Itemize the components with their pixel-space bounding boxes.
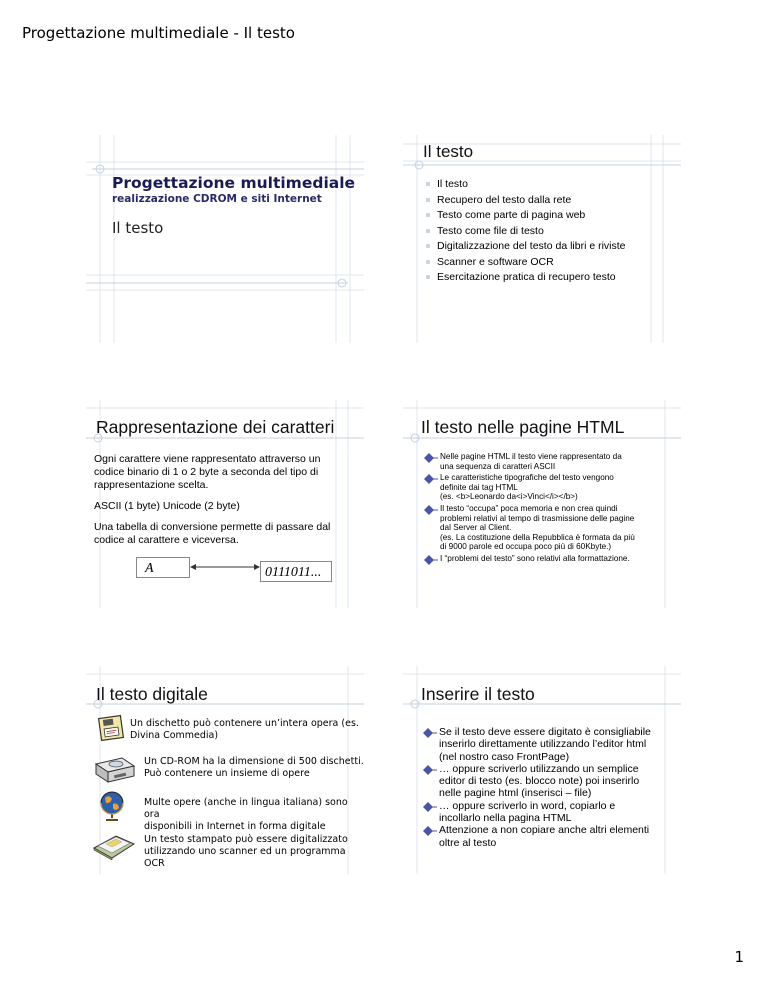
list-item-line: Nelle pagine HTML il testo viene rappresentato da: [440, 452, 622, 461]
slide-title: Il testo digitale: [96, 684, 208, 704]
list-item: [440, 554, 676, 564]
presentation-subtitle: realizzazione CDROM e siti Internet: [112, 193, 322, 205]
diamond-bullet-icon: [424, 453, 438, 463]
list-item-line: … oppure scriverlo in word, copiarlo e: [439, 799, 616, 812]
list-item-line: editor di testo (es. blocco note) poi inserirlo: [439, 775, 640, 788]
bullet-icon: [426, 260, 430, 264]
item-line: disponibili in Internet in forma digitale: [144, 821, 326, 832]
bullet-icon: [426, 244, 430, 248]
paragraph-encoding: Ogni carattere viene rappresentato attraverso un codice binario di 1 o 2 byte a seconda del tipo di rappresentazione scelta.: [94, 453, 321, 491]
bullet-icon: [426, 275, 430, 279]
slide-grid-decoration: [86, 135, 364, 343]
item-line: Divina Commedia): [130, 730, 219, 741]
list-item-line: dal Server al Client.: [440, 523, 512, 533]
list-item-text: Scanner e software OCR: [437, 255, 554, 268]
list-item: [440, 504, 676, 552]
item-cdrom-text: [144, 756, 364, 780]
list-item-line: nelle pagine html (inserisci – file): [439, 787, 592, 800]
list-item: [437, 224, 626, 240]
list-item: [439, 824, 677, 849]
agenda-list: [437, 177, 626, 286]
item-internet-text: [144, 797, 364, 833]
list-item-line: oltre al testo: [439, 836, 497, 849]
slide-agenda: [403, 135, 681, 343]
item-line: Un CD-ROM ha la dimensione di 500 dischetti.: [144, 756, 364, 767]
item-line: Multe opere (anche in lingua italiana) sono ora: [144, 797, 348, 820]
item-floppy-text: [130, 718, 359, 742]
presentation-topic: Il testo: [112, 219, 164, 237]
list-item-line: problemi relativi al tempo di trasmissione delle pagine: [440, 513, 635, 523]
list-item-line: Attenzione a non copiare anche altri elementi: [439, 824, 650, 837]
diamond-bullet-icon: [423, 802, 437, 812]
character-box: A: [136, 557, 190, 578]
list-item: [440, 473, 676, 502]
list-item-line: … oppure scriverlo utilizzando un semplice: [439, 762, 639, 775]
diamond-bullet-icon: [423, 765, 437, 775]
cd-rom-drive-icon: [92, 754, 136, 784]
list-item-text: Esercitazione pratica di recupero testo: [437, 271, 616, 283]
list-item-line: Se il testo deve essere digitato è consigliabile: [439, 726, 651, 738]
list-item: [437, 177, 626, 193]
bullet-list: [440, 452, 676, 564]
bullet-icon: [426, 198, 430, 202]
list-item: [439, 763, 677, 800]
bullet-icon: [426, 182, 430, 186]
slide-body: [94, 453, 350, 547]
list-item: [437, 239, 626, 255]
list-item-line: definite dai tag HTML: [440, 482, 518, 492]
diamond-bullet-icon: [423, 728, 437, 738]
slide-insert-text: [403, 666, 681, 874]
list-item: [439, 726, 677, 763]
diamond-bullet-icon: [424, 474, 438, 484]
slide-html-text: [403, 400, 681, 608]
scanner-icon: [92, 830, 136, 860]
list-item-line: una sequenza di caratteri ASCII: [440, 461, 556, 471]
item-line: utilizzando uno scanner ed un programma: [144, 846, 346, 857]
page-header: Progettazione multimediale - Il testo: [22, 24, 295, 42]
diamond-bullet-icon: [424, 555, 438, 565]
presentation-title: Progettazione multimediale: [112, 174, 356, 192]
item-line: OCR: [144, 858, 165, 869]
diamond-bullet-icon: [423, 826, 437, 836]
list-item: [437, 270, 626, 286]
item-line: Può contenere un insieme di opere: [144, 768, 310, 779]
slide-title: [86, 135, 364, 343]
list-item-line: (nel nostro caso FrontPage): [439, 750, 570, 763]
bullet-icon: [426, 213, 430, 217]
list-item-line: inserirlo direttamente utilizzando l’editor html: [439, 738, 647, 751]
list-item: [437, 208, 626, 224]
slide-character-representation: [86, 400, 364, 608]
list-item: [439, 800, 677, 825]
binary-code-box: 0111011...: [260, 561, 332, 582]
list-item-line: Il testo “occupa” poca memoria e non crea quindi: [440, 503, 618, 513]
list-item-text: Digitalizzazione del testo da libri e riviste: [437, 240, 626, 252]
double-arrow-icon: [190, 560, 260, 574]
list-item-line: di 9000 parole ed occupa poco più di 60Kbyte.): [440, 542, 612, 552]
floppy-disk-icon: [98, 714, 126, 742]
globe-icon: [98, 790, 126, 822]
paragraph-encodings: ASCII (1 byte) Unicode (2 byte): [94, 500, 240, 512]
diamond-bullet-icon: [424, 505, 438, 515]
bullet-list: [439, 726, 677, 849]
bullet-icon: [426, 229, 430, 233]
list-item-text: Recupero del testo dalla rete: [437, 193, 572, 206]
list-item: [437, 255, 626, 271]
paragraph-conversion: Una tabella di conversione permette di passare dal codice al carattere e viceversa.: [94, 521, 331, 546]
slide-title: Il testo: [423, 142, 474, 161]
item-scanner-text: [144, 834, 348, 870]
list-item-line: I “problemi del testo” sono relativi alla formattazione.: [440, 553, 630, 563]
slide-title: Il testo nelle pagine HTML: [421, 417, 625, 437]
slide-digital-text: [86, 666, 364, 874]
list-item: [437, 193, 626, 209]
list-item-line: incollarlo nella pagina HTML: [439, 812, 572, 825]
list-item-text: Testo come file di testo: [437, 224, 544, 237]
item-line: Un dischetto può contenere un’intera opera (es.: [130, 718, 359, 729]
slide-title: Inserire il testo: [421, 684, 535, 704]
slide-title: Rappresentazione dei caratteri: [96, 417, 335, 437]
page-number: 1: [734, 948, 744, 966]
list-item-text: Testo come parte di pagina web: [437, 209, 586, 221]
list-item: [440, 452, 676, 471]
item-line: Un testo stampato può essere digitalizzato: [144, 834, 348, 845]
list-item-line: (es. <b>Leonardo da<i>Vinci</i></b>): [440, 492, 578, 502]
list-item-line: (es. La costituzione della Repubblica è formata da più: [440, 532, 635, 542]
list-item-text: Il testo: [437, 178, 468, 190]
list-item-line: Le caratteristiche tipografiche del testo vengono: [440, 473, 614, 483]
